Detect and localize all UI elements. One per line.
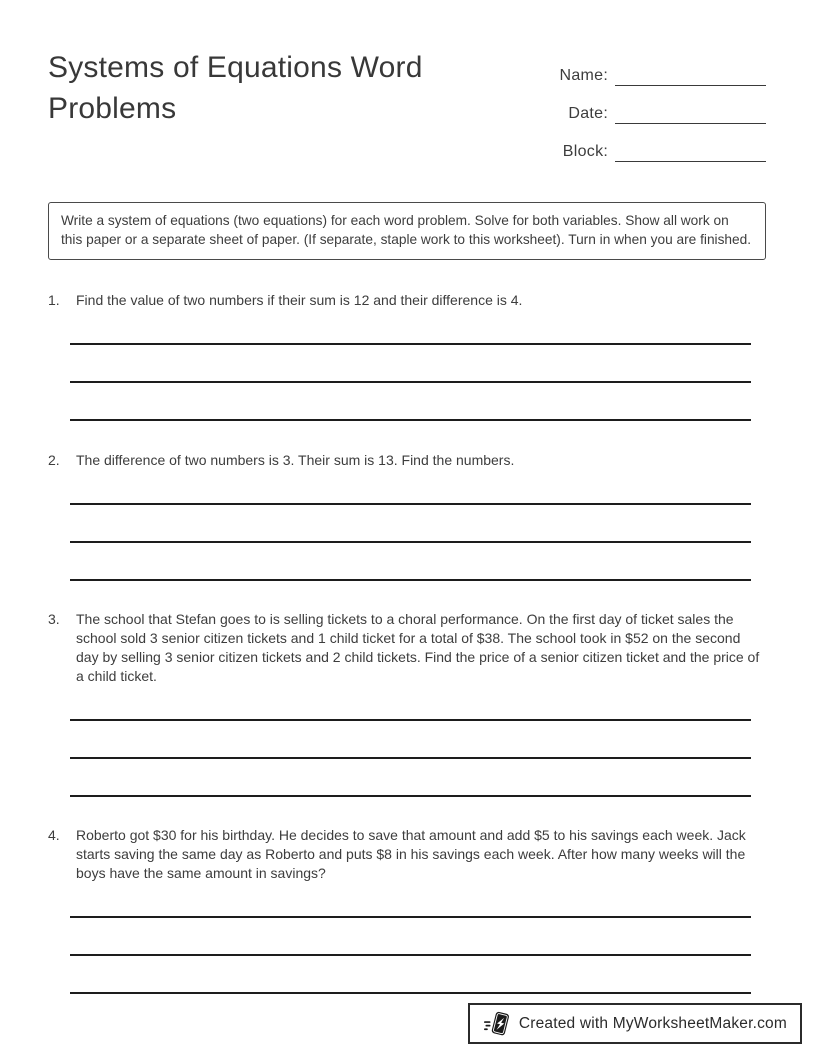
problem-2 bbox=[48, 451, 766, 581]
block-field-blank-line bbox=[615, 138, 766, 162]
name-field-label: Name: bbox=[559, 67, 609, 84]
student-fields bbox=[541, 47, 766, 162]
block-field-label: Block: bbox=[562, 143, 609, 160]
block-field-row bbox=[541, 124, 766, 162]
problem-4-number: 4. bbox=[48, 827, 60, 843]
answer-line bbox=[70, 579, 751, 581]
answer-line bbox=[70, 419, 751, 421]
answer-line bbox=[70, 757, 751, 759]
answer-line bbox=[70, 795, 751, 797]
problem-2-text bbox=[48, 451, 766, 470]
header bbox=[0, 0, 816, 162]
date-field-label: Date: bbox=[568, 105, 609, 122]
problem-4 bbox=[48, 826, 766, 994]
name-field-row bbox=[541, 48, 766, 86]
problem-3-text bbox=[48, 610, 766, 686]
problem-4-statement: Roberto got $30 for his birthday. He decides to save that amount and add $5 to his savings each week. Jack starts saving the same day as Roberto and puts $8 in his savings each week. After how many weeks will the boys have the same amount in savings? bbox=[76, 827, 746, 881]
problem-3 bbox=[48, 610, 766, 797]
problem-1-statement: Find the value of two numbers if their sum is 12 and their difference is 4. bbox=[76, 292, 523, 308]
problem-3-statement: The school that Stefan goes to is selling tickets to a choral performance. On the first day of ticket sales the school sold 3 senior citizen tickets and 1 child ticket for a total of $38. The school took in $52 on the second day by selling 3 senior citizen tickets and 2 child tickets. Find the price of a senior citizen ticket and the price of a child ticket. bbox=[76, 611, 760, 684]
answer-line bbox=[70, 343, 751, 345]
problem-1-text bbox=[48, 291, 766, 310]
footer-credit-text: Created with MyWorksheetMaker.com bbox=[518, 1014, 787, 1032]
name-field-blank-line bbox=[615, 62, 766, 86]
answer-line bbox=[70, 954, 751, 956]
problem-2-statement: The difference of two numbers is 3. Their sum is 13. Find the numbers. bbox=[76, 452, 515, 468]
date-field-row bbox=[541, 86, 766, 124]
answer-line bbox=[70, 992, 751, 994]
page-title: Systems of Equations Word Problems bbox=[48, 51, 423, 125]
worksheet-maker-logo-icon bbox=[483, 1009, 510, 1039]
problem-2-number: 2. bbox=[48, 452, 60, 468]
answer-line bbox=[70, 541, 751, 543]
answer-line bbox=[70, 719, 751, 721]
problem-1 bbox=[48, 291, 766, 421]
footer-credit-box bbox=[468, 1003, 802, 1044]
answer-line bbox=[70, 503, 751, 505]
date-field-blank-line bbox=[615, 100, 766, 124]
answer-line bbox=[70, 381, 751, 383]
answer-line bbox=[70, 916, 751, 918]
problem-3-number: 3. bbox=[48, 611, 60, 627]
problem-list bbox=[0, 291, 816, 994]
problem-1-number: 1. bbox=[48, 292, 60, 308]
instructions-box: Write a system of equations (two equations) for each word problem. Solve for both variables. Show all work on this paper or a separate sheet of paper. (If separate, staple work to this worksheet). Turn in when you are finished. bbox=[48, 202, 766, 260]
problem-4-text bbox=[48, 826, 766, 883]
